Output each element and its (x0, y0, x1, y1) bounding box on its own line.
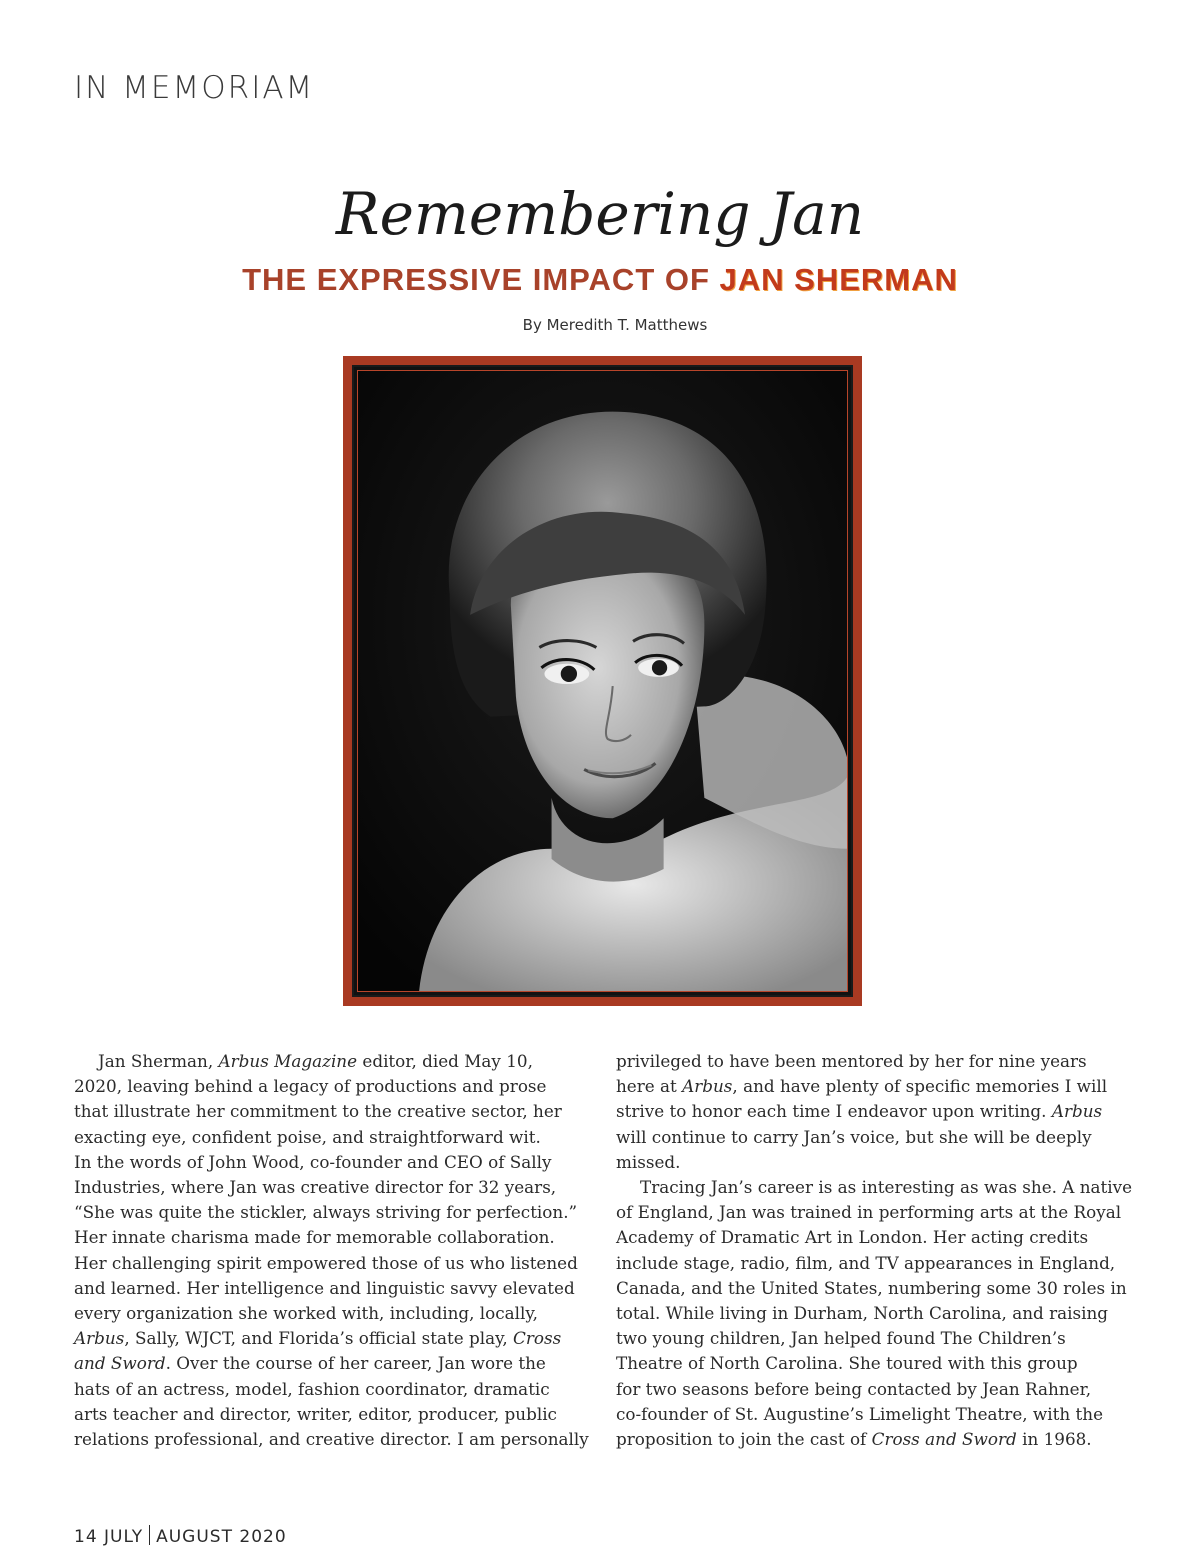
portrait-photo (358, 371, 847, 991)
italic-title: and Sword (74, 1353, 166, 1374)
italic-title: Cross and Sword (871, 1429, 1017, 1450)
italic-title: Arbus (1051, 1101, 1103, 1122)
body-paragraph: Jan Sherman, Arbus Magazine editor, died May 10, 2020, leaving behind a legacy of productions and prose that illustrate her commitment to the creative sector, her exacting eye, confident poise, and straightforward wit. In the words of John Wood, co-founder and CEO of Sally Industries, where Jan was creative director for 32 years, “She was quite the stickler, always striving for perfection.” Her innate charisma made for memorable collaboration. Her challenging spirit empowered those of us who listened and learned. Her intelligence and linguistic savvy elevated every organization she worked with, including, locally, Arbus, Sally, WJCT, and Florida’s official state play, Cross and Sword. Over the course of her career, Jan wore the hats of an actress, model, fashion coordinator, dramatic arts teacher and director, writer, editor, producer, public relations professional, and creative director. I am personally (74, 1051, 589, 1450)
body-column-right (616, 1049, 1136, 1452)
byline: By Meredith T. Matthews (522, 316, 708, 334)
section-label: IN MEMORIAM (74, 70, 315, 106)
issue-month: JULY (104, 1527, 144, 1547)
subtitle-prefix: THE EXPRESSIVE IMPACT OF (242, 262, 710, 297)
italic-title: Arbus (682, 1076, 733, 1097)
italic-title: Arbus Magazine (218, 1051, 358, 1071)
body-column-left (74, 1049, 594, 1452)
page-footer (74, 1525, 287, 1547)
body-paragraph: privileged to have been mentored by her for nine years here at Arbus, and have plenty of specific memories I will strive to honor each time I endeavor upon writing. Arbus will continue to carry Jan’s voice, but she will be deeply missed. (616, 1051, 1108, 1172)
article-subtitle (0, 262, 1200, 298)
article-title: Remembering Jan (335, 180, 865, 248)
italic-title: Cross (513, 1328, 562, 1349)
italic-title: Arbus (74, 1328, 125, 1349)
subtitle-name: JAN SHERMAN (719, 262, 958, 297)
body-paragraph: Tracing Jan’s career is as interesting as was she. A native of England, Jan was trained in performing arts at the Royal Academy of Dramatic Art in London. Her acting credits include stage, radio, film, and TV appearances in England, Canada, and the United States, numbering some 30 roles in total. While living in Durham, North Carolina, and raising two young children, Jan helped found The Children’s Theatre of North Carolina. She toured with this group for two seasons before being contacted by Jean Rahner, co-founder of St. Augustine’s Limelight Theatre, with the proposition to join the cast of Cross and Sword in 1968. (616, 1177, 1133, 1450)
issue-date: AUGUST 2020 (156, 1527, 287, 1547)
portrait-photo-frame (343, 356, 862, 1006)
page-number: 14 (74, 1527, 98, 1547)
